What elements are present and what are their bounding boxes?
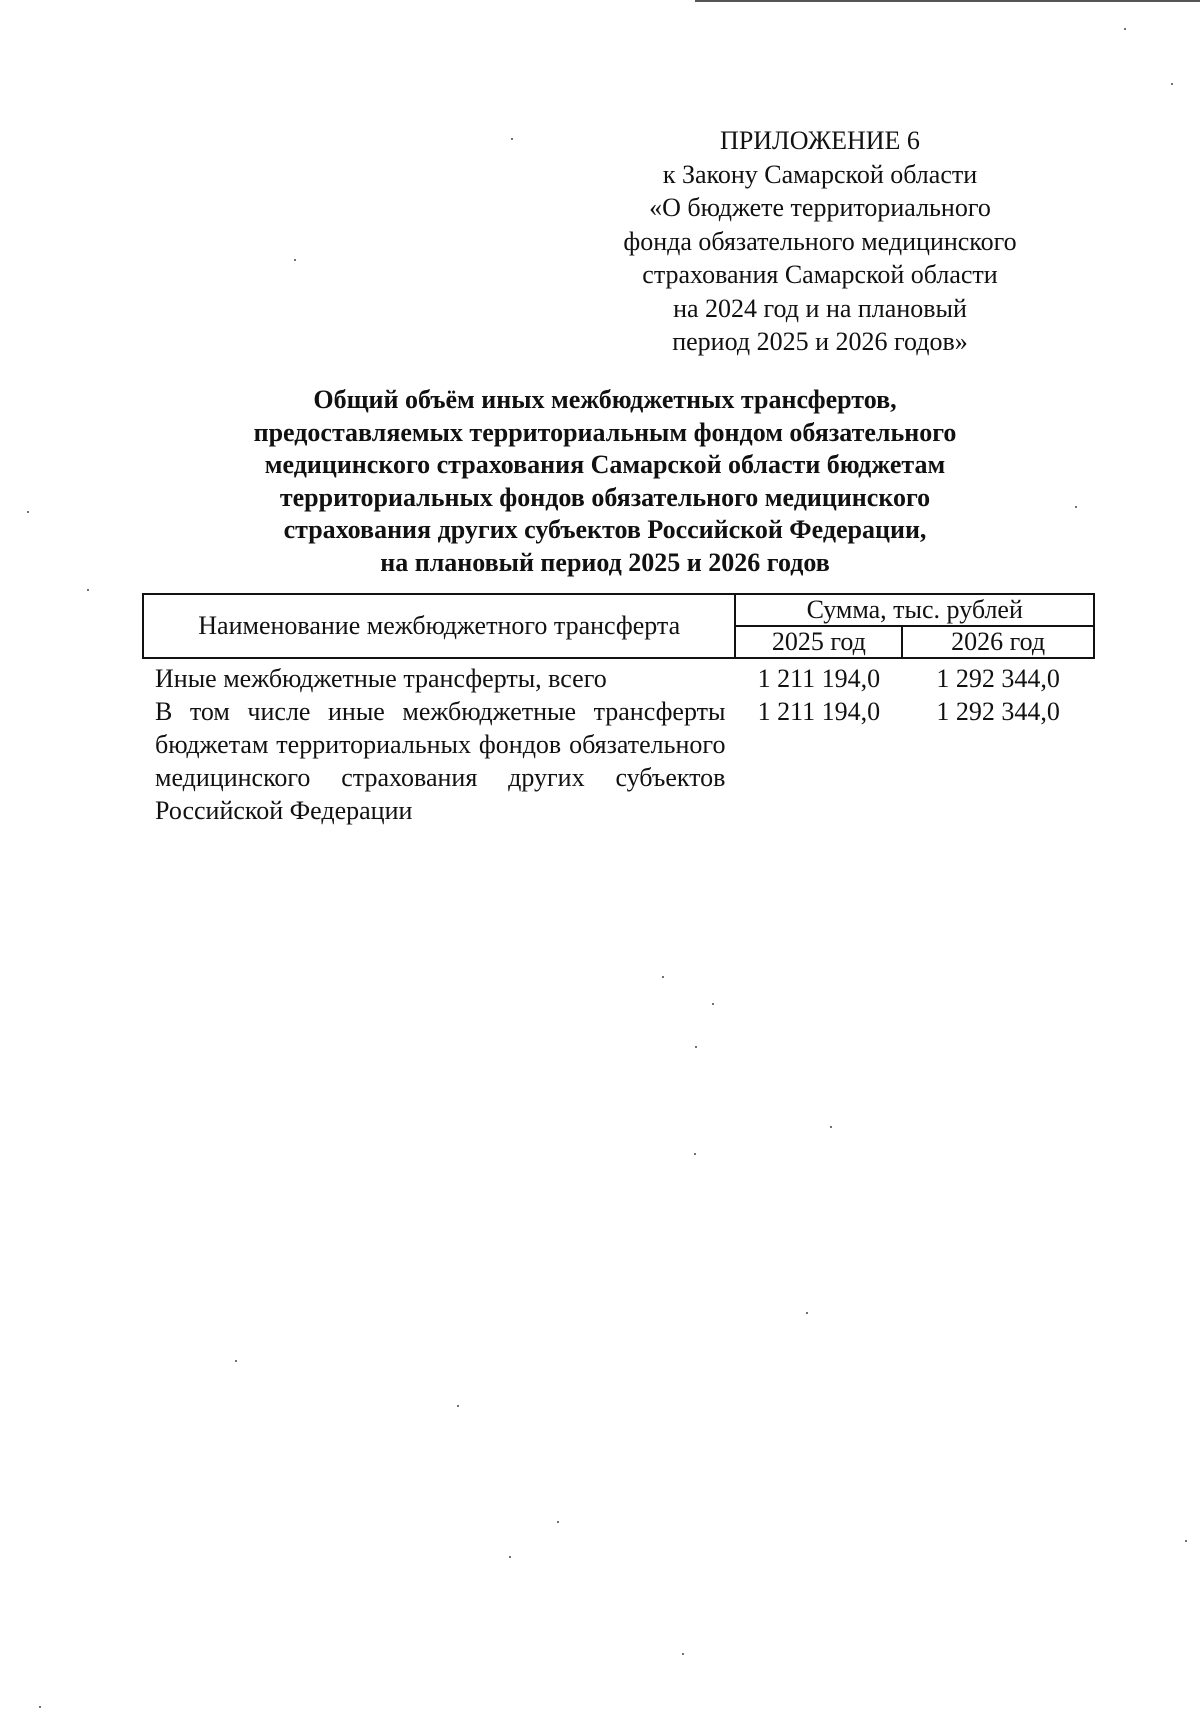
transfers-table — [142, 593, 1095, 827]
scan-speck — [1075, 506, 1077, 508]
column-header-2025: 2025 год — [735, 626, 902, 658]
appendix-line: на 2024 год и на плановый — [673, 293, 967, 323]
row-value-2025: 1 211 194,0 — [757, 697, 881, 726]
column-header-sum: Сумма, тыс. рублей — [735, 594, 1094, 626]
scan-speck — [294, 259, 296, 261]
appendix-line: страхования Самарской области — [642, 260, 998, 289]
appendix-line: период 2025 и 2026 годов» — [672, 327, 968, 356]
appendix-line: фонда обязательного медицинского — [623, 226, 1017, 256]
table-row — [143, 658, 1094, 695]
scan-speck — [1185, 1540, 1187, 1542]
scan-speck — [662, 976, 664, 978]
scan-speck — [457, 1405, 459, 1407]
appendix-line: к Закону Самарской области — [662, 159, 978, 189]
table-body — [143, 658, 1094, 827]
scan-speck — [830, 1126, 832, 1128]
scan-speck — [27, 511, 29, 513]
appendix-header — [560, 124, 1080, 359]
scan-speck — [1171, 83, 1173, 85]
appendix-line: «О бюджете территориального — [649, 193, 991, 222]
title-line: Общий объём иных межбюджетных трансфертов, — [313, 385, 897, 414]
scan-speck — [806, 1312, 808, 1314]
scan-speck — [712, 1003, 714, 1005]
table-row — [143, 695, 1094, 827]
scan-speck — [694, 1153, 696, 1155]
title-line: территориальных фондов обязательного медицинского — [279, 482, 931, 512]
scan-speck — [87, 589, 89, 591]
scan-speck — [682, 1653, 684, 1655]
scan-artifact-line — [695, 0, 1200, 2]
scan-speck — [39, 1706, 41, 1708]
row-name-cell: Иные межбюджетные трансферты, всего — [155, 664, 607, 693]
scan-speck — [235, 1360, 237, 1362]
document-title — [180, 384, 1030, 579]
row-value-2026: 1 292 344,0 — [936, 697, 1060, 726]
column-header-name: Наименование межбюджетного трансферта — [143, 594, 735, 658]
appendix-label: ПРИЛОЖЕНИЕ 6 — [720, 126, 920, 155]
scan-speck — [695, 1046, 697, 1048]
title-line: предоставляемых территориальным фондом обязательного — [253, 417, 957, 447]
scan-speck — [557, 1521, 559, 1523]
table-header — [143, 594, 1094, 658]
title-line: страхования других субъектов Российской Федерации, — [283, 515, 927, 544]
column-header-2026: 2026 год — [902, 626, 1094, 658]
scan-speck — [509, 1556, 511, 1558]
row-value-2025: 1 211 194,0 — [757, 664, 881, 693]
row-name-cell: В том числе иные межбюджетные трансферты бюджетам территориальных фондов обязательного медицинского страхования других субъектов Российской Федерации — [155, 697, 726, 825]
row-value-2026: 1 292 344,0 — [936, 664, 1060, 693]
title-line: медицинского страхования Самарской области бюджетам — [264, 450, 946, 479]
title-line: на плановый период 2025 и 2026 годов — [380, 547, 830, 577]
scan-speck — [511, 138, 513, 140]
scan-speck — [1124, 28, 1126, 30]
